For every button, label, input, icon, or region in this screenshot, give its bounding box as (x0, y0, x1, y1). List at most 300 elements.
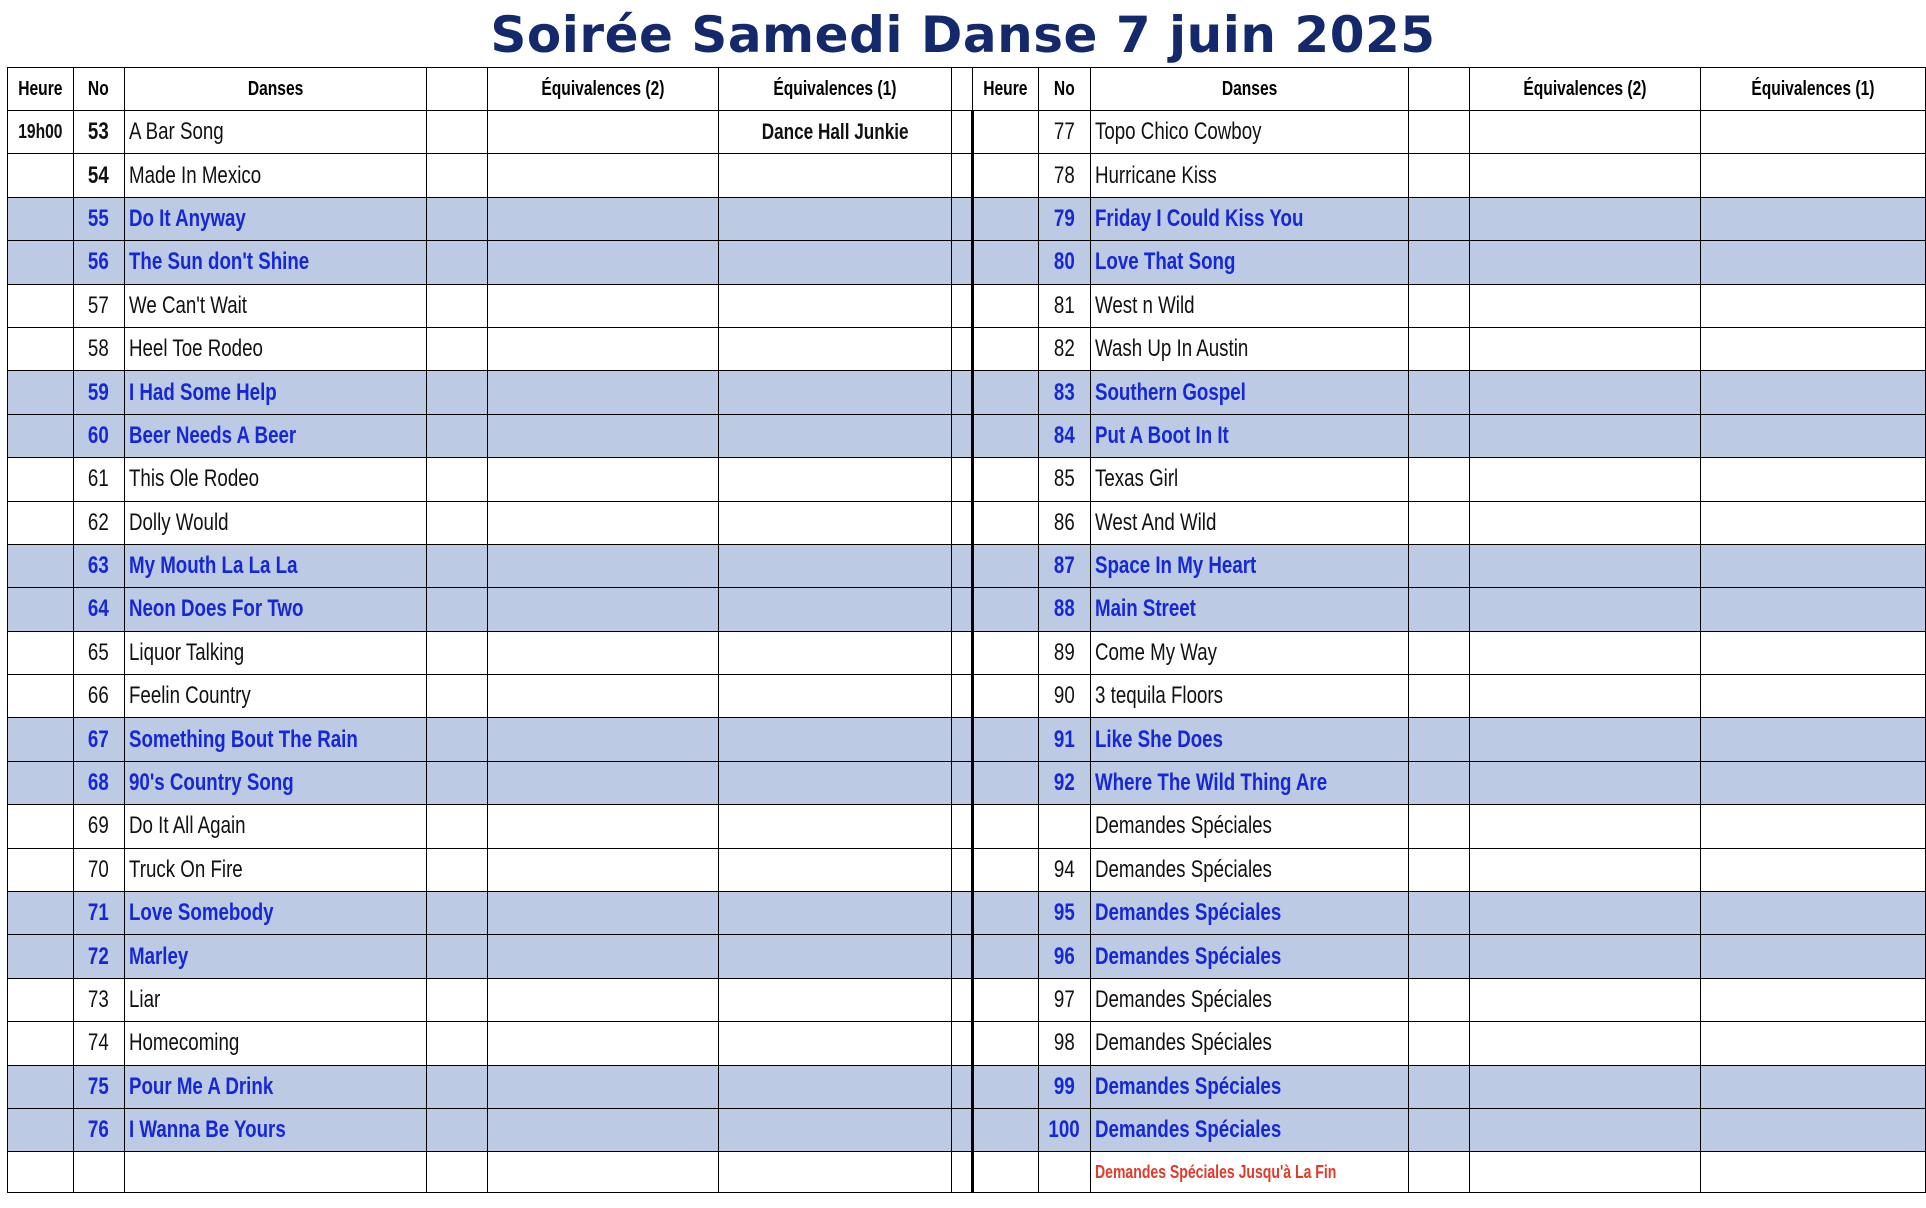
right-equiv1-cell (1700, 675, 1925, 718)
right-equiv1-cell (1700, 631, 1925, 674)
right-equiv1-cell (1700, 197, 1925, 240)
right-heure-cell (972, 805, 1038, 848)
left-number-cell-text: 61 (88, 465, 110, 493)
left-dance-cell-text: We Can't Wait (128, 291, 247, 319)
left-number-cell (73, 848, 124, 891)
right-equiv2-cell (1470, 588, 1700, 631)
right-number-cell-text: 88 (1053, 595, 1075, 623)
right-number-cell-text: 85 (1053, 465, 1075, 493)
right-equiv2-cell (1470, 718, 1700, 761)
right-equiv1-cell (1700, 458, 1925, 501)
right-blank-cell (1408, 197, 1469, 240)
empty-cell (488, 1152, 718, 1193)
right-equiv2-cell (1470, 1108, 1700, 1151)
left-equiv1-cell (718, 501, 951, 544)
left-dance-cell-text: Liquor Talking (128, 638, 244, 666)
left-equiv2-cell (488, 761, 718, 804)
left-equiv2-cell (488, 1065, 718, 1108)
heure-cell (8, 371, 74, 414)
left-equiv1-cell (718, 631, 951, 674)
left-equiv1-cell (718, 284, 951, 327)
left-dance-cell-text: I Had Some Help (128, 378, 277, 406)
right-equiv2-cell (1470, 935, 1700, 978)
left-equiv1-cell (718, 805, 951, 848)
left-number-cell-text: 64 (88, 595, 110, 623)
right-number-cell-text: 84 (1053, 421, 1075, 449)
left-blank-cell (426, 154, 487, 197)
left-dance-cell-text: A Bar Song (128, 118, 224, 146)
left-number-cell-text: 56 (88, 248, 110, 276)
left-number-cell (73, 892, 124, 935)
left-blank-cell (426, 675, 487, 718)
left-dance-cell (124, 1108, 426, 1151)
right-number-cell-text: 94 (1053, 855, 1075, 883)
left-blank-cell (426, 414, 487, 457)
heure-cell (8, 154, 74, 197)
left-number-cell (73, 371, 124, 414)
header-heure-left: Heure (8, 68, 74, 111)
left-equiv2-cell (488, 501, 718, 544)
right-dance-cell (1090, 675, 1408, 718)
left-dance-cell (124, 371, 426, 414)
right-equiv1-cell (1700, 1022, 1925, 1065)
right-equiv2-cell (1470, 458, 1700, 501)
right-number-cell-text: 80 (1053, 248, 1075, 276)
right-number-cell (1038, 327, 1090, 370)
left-dance-cell (124, 197, 426, 240)
right-heure-cell (972, 1065, 1038, 1108)
table-row (8, 588, 1926, 631)
left-dance-cell (124, 675, 426, 718)
right-equiv2-cell (1470, 805, 1700, 848)
left-dance-cell (124, 892, 426, 935)
left-number-cell-text: 55 (88, 204, 110, 232)
right-dance-cell (1090, 1022, 1408, 1065)
left-equiv1-cell (718, 241, 951, 284)
gap-cell (951, 284, 972, 327)
left-blank-cell (426, 501, 487, 544)
table-row (8, 631, 1926, 674)
right-dance-cell-text: Topo Chico Cowboy (1094, 118, 1262, 146)
left-number-cell (73, 718, 124, 761)
gap-cell (951, 1065, 972, 1108)
heure-cell (8, 978, 74, 1021)
heure-cell (8, 718, 74, 761)
right-equiv2-cell (1470, 241, 1700, 284)
right-heure-cell (972, 718, 1038, 761)
left-dance-cell (124, 414, 426, 457)
right-blank-cell (1408, 544, 1469, 587)
table-row (8, 371, 1926, 414)
right-number-cell-text: 98 (1053, 1029, 1075, 1057)
header-equiv2-left: Équivalences (2) (488, 68, 718, 111)
table-row (8, 414, 1926, 457)
left-number-cell (73, 1108, 124, 1151)
right-number-cell (1038, 371, 1090, 414)
gap-cell (951, 501, 972, 544)
special-requests-note (1090, 1152, 1408, 1193)
heure-cell (8, 1108, 74, 1151)
left-number-cell-text: 58 (88, 335, 110, 363)
left-dance-cell-text: Homecoming (128, 1029, 239, 1057)
left-blank-cell (426, 371, 487, 414)
left-dance-cell (124, 588, 426, 631)
right-heure-cell (972, 414, 1038, 457)
left-equiv1-cell (718, 458, 951, 501)
header-blank-right (1408, 68, 1469, 111)
left-blank-cell (426, 588, 487, 631)
table-row (8, 761, 1926, 804)
empty-cell (73, 1152, 124, 1193)
right-blank-cell (1408, 805, 1469, 848)
left-equiv1-cell (718, 1108, 951, 1151)
left-equiv2-cell (488, 154, 718, 197)
right-blank-cell (1408, 241, 1469, 284)
left-equiv1-cell (718, 848, 951, 891)
left-equiv2-cell (488, 1108, 718, 1151)
right-number-cell (1038, 1108, 1090, 1151)
empty-cell (124, 1152, 426, 1193)
right-heure-cell (972, 458, 1038, 501)
left-number-cell (73, 154, 124, 197)
right-blank-cell (1408, 1108, 1469, 1151)
right-equiv2-cell (1470, 327, 1700, 370)
header-no-left: No (73, 68, 124, 111)
left-dance-cell (124, 848, 426, 891)
right-equiv2-cell (1470, 501, 1700, 544)
right-blank-cell (1408, 1022, 1469, 1065)
right-dance-cell (1090, 978, 1408, 1021)
gap-cell (951, 111, 972, 154)
table-row (8, 111, 1926, 154)
right-dance-cell-text: Space In My Heart (1094, 552, 1256, 580)
left-dance-cell (124, 761, 426, 804)
right-dance-cell (1090, 544, 1408, 587)
header-blank-left (426, 68, 487, 111)
right-number-cell-text: 100 (1048, 1116, 1080, 1144)
left-blank-cell (426, 197, 487, 240)
empty-cell (972, 1152, 1038, 1193)
right-heure-cell (972, 327, 1038, 370)
right-number-cell (1038, 718, 1090, 761)
right-dance-cell (1090, 327, 1408, 370)
left-equiv1-cell (718, 111, 951, 154)
right-number-cell (1038, 414, 1090, 457)
empty-cell (8, 1152, 74, 1193)
heure-cell (8, 501, 74, 544)
heure-cell (8, 1065, 74, 1108)
right-number-cell-text: 90 (1053, 682, 1075, 710)
heure-cell (8, 935, 74, 978)
heure-cell (8, 544, 74, 587)
right-heure-cell (972, 284, 1038, 327)
right-dance-cell (1090, 761, 1408, 804)
left-dance-cell (124, 111, 426, 154)
right-dance-cell-text: Demandes Spéciales (1094, 855, 1272, 883)
right-dance-cell-text: West And Wild (1094, 508, 1216, 536)
left-equiv2-cell (488, 675, 718, 718)
right-heure-cell (972, 761, 1038, 804)
left-blank-cell (426, 848, 487, 891)
left-number-cell-text: 71 (88, 899, 110, 927)
left-equiv2-cell (488, 284, 718, 327)
right-number-cell (1038, 805, 1090, 848)
left-equiv1-cell (718, 414, 951, 457)
left-equiv1-cell (718, 327, 951, 370)
table-row (8, 978, 1926, 1021)
left-number-cell-text: 70 (88, 855, 110, 883)
left-equiv1-cell (718, 675, 951, 718)
table-row (8, 1108, 1926, 1151)
left-equiv2-cell (488, 935, 718, 978)
right-heure-cell (972, 848, 1038, 891)
right-number-cell (1038, 848, 1090, 891)
heure-cell (8, 631, 74, 674)
left-number-cell-text: 65 (88, 638, 110, 666)
left-dance-cell-text: Heel Toe Rodeo (128, 335, 263, 363)
right-number-cell-text: 97 (1053, 986, 1075, 1013)
right-dance-cell-text: Demandes Spéciales (1094, 812, 1272, 840)
table-row (8, 675, 1926, 718)
heure-cell (8, 458, 74, 501)
left-dance-cell-text: The Sun don't Shine (128, 248, 309, 276)
left-blank-cell (426, 1065, 487, 1108)
right-dance-cell-text: Demandes Spéciales (1094, 899, 1281, 927)
right-heure-cell (972, 935, 1038, 978)
empty-cell (1700, 1152, 1925, 1193)
right-number-cell (1038, 588, 1090, 631)
table-row (8, 197, 1926, 240)
right-dance-cell (1090, 501, 1408, 544)
left-blank-cell (426, 544, 487, 587)
left-equiv2-cell (488, 241, 718, 284)
gap-cell (951, 544, 972, 587)
right-equiv1-cell (1700, 1065, 1925, 1108)
header-heure-right: Heure (972, 68, 1038, 111)
left-equiv2-cell (488, 458, 718, 501)
heure-cell (8, 284, 74, 327)
left-dance-cell (124, 978, 426, 1021)
left-number-cell-text: 76 (88, 1116, 110, 1144)
right-blank-cell (1408, 1065, 1469, 1108)
left-number-cell-text: 63 (88, 552, 110, 580)
right-dance-cell (1090, 631, 1408, 674)
left-equiv1-cell (718, 761, 951, 804)
right-equiv2-cell (1470, 1022, 1700, 1065)
heure-cell (8, 414, 74, 457)
table-row (8, 848, 1926, 891)
right-heure-cell (972, 154, 1038, 197)
left-number-cell (73, 631, 124, 674)
left-number-cell (73, 111, 124, 154)
right-blank-cell (1408, 935, 1469, 978)
right-heure-cell (972, 241, 1038, 284)
right-heure-cell (972, 631, 1038, 674)
right-dance-cell-text: 3 tequila Floors (1094, 682, 1223, 710)
left-equiv2-cell (488, 805, 718, 848)
left-blank-cell (426, 241, 487, 284)
right-equiv1-cell (1700, 718, 1925, 761)
right-equiv1-cell (1700, 588, 1925, 631)
page-title: Soirée Samedi Danse 7 juin 2025 (490, 6, 1436, 64)
left-dance-cell-text: Liar (128, 986, 160, 1013)
right-heure-cell (972, 978, 1038, 1021)
right-number-cell-text: 96 (1053, 942, 1075, 970)
right-dance-cell (1090, 284, 1408, 327)
empty-cell (426, 1152, 487, 1193)
right-blank-cell (1408, 761, 1469, 804)
right-equiv1-cell (1700, 501, 1925, 544)
left-blank-cell (426, 978, 487, 1021)
gap-cell (951, 1108, 972, 1151)
right-number-cell (1038, 892, 1090, 935)
left-dance-cell-text: Something Bout The Rain (128, 725, 358, 753)
right-number-cell-text: 79 (1053, 204, 1075, 232)
heure-cell (8, 848, 74, 891)
right-dance-cell (1090, 458, 1408, 501)
left-equiv1-cell (718, 978, 951, 1021)
left-number-cell (73, 935, 124, 978)
right-number-cell (1038, 154, 1090, 197)
gap-cell (951, 718, 972, 761)
right-dance-cell (1090, 935, 1408, 978)
empty-cell (951, 1152, 972, 1193)
table-row (8, 1022, 1926, 1065)
right-equiv2-cell (1470, 371, 1700, 414)
left-equiv2-cell (488, 327, 718, 370)
left-number-cell-text: 62 (88, 508, 110, 536)
right-equiv1-cell (1700, 371, 1925, 414)
table-row (8, 544, 1926, 587)
left-number-cell (73, 197, 124, 240)
left-equiv2-cell (488, 111, 718, 154)
left-dance-cell-text: 90's Country Song (128, 769, 294, 797)
heure-cell (8, 111, 74, 154)
left-blank-cell (426, 284, 487, 327)
left-dance-cell (124, 327, 426, 370)
gap-cell (951, 761, 972, 804)
right-heure-cell (972, 1108, 1038, 1151)
right-dance-cell (1090, 588, 1408, 631)
right-dance-cell-text: Demandes Spéciales (1094, 986, 1272, 1013)
left-number-cell-text: 69 (88, 812, 110, 840)
header-gap (951, 68, 972, 111)
right-equiv1-cell (1700, 241, 1925, 284)
gap-cell (951, 371, 972, 414)
left-number-cell-text: 59 (88, 378, 110, 406)
left-dance-cell (124, 458, 426, 501)
right-equiv1-cell (1700, 327, 1925, 370)
right-dance-cell (1090, 414, 1408, 457)
right-equiv1-cell (1700, 414, 1925, 457)
right-dance-cell-text: Demandes Spéciales (1094, 942, 1281, 970)
table-row (8, 1065, 1926, 1108)
right-dance-cell-text: Wash Up In Austin (1094, 335, 1248, 363)
right-equiv2-cell (1470, 631, 1700, 674)
final-row (8, 1152, 1926, 1193)
left-number-cell-text: 67 (88, 725, 110, 753)
empty-cell (1038, 1152, 1090, 1193)
left-number-cell-text: 57 (88, 291, 110, 319)
left-blank-cell (426, 805, 487, 848)
right-dance-cell-text: Main Street (1094, 595, 1196, 623)
right-number-cell (1038, 501, 1090, 544)
left-dance-cell (124, 1022, 426, 1065)
heure-cell (8, 588, 74, 631)
special-requests-note-text: Demandes Spéciales Jusqu'à La Fin (1094, 1161, 1336, 1182)
gap-cell (951, 588, 972, 631)
right-number-cell-text: 92 (1053, 769, 1075, 797)
right-number-cell-text: 95 (1053, 899, 1075, 927)
table-row (8, 935, 1926, 978)
right-dance-cell (1090, 154, 1408, 197)
left-dance-cell (124, 1065, 426, 1108)
left-dance-cell (124, 805, 426, 848)
heure-cell (8, 241, 74, 284)
right-equiv2-cell (1470, 892, 1700, 935)
right-number-cell (1038, 978, 1090, 1021)
left-equiv2-cell (488, 718, 718, 761)
left-equiv1-cell (718, 197, 951, 240)
left-number-cell (73, 978, 124, 1021)
left-equiv1-cell (718, 154, 951, 197)
right-blank-cell (1408, 588, 1469, 631)
left-blank-cell (426, 327, 487, 370)
right-blank-cell (1408, 371, 1469, 414)
right-number-cell (1038, 458, 1090, 501)
right-equiv2-cell (1470, 154, 1700, 197)
left-equiv2-cell (488, 848, 718, 891)
left-number-cell-text: 53 (88, 118, 110, 146)
right-number-cell (1038, 1022, 1090, 1065)
left-dance-cell-text: This Ole Rodeo (128, 465, 259, 493)
gap-cell (951, 675, 972, 718)
left-dance-cell-text: Love Somebody (128, 899, 274, 927)
table-row (8, 241, 1926, 284)
left-dance-cell-text: Dolly Would (128, 508, 229, 536)
right-dance-cell-text: Friday I Could Kiss You (1094, 204, 1303, 232)
right-dance-cell-text: Hurricane Kiss (1094, 161, 1217, 189)
right-heure-cell (972, 588, 1038, 631)
gap-cell (951, 892, 972, 935)
gap-cell (951, 631, 972, 674)
right-blank-cell (1408, 458, 1469, 501)
right-dance-cell (1090, 892, 1408, 935)
right-dance-cell-text: Demandes Spéciales (1094, 1116, 1281, 1144)
right-number-cell-text: 91 (1053, 725, 1075, 753)
left-equiv2-cell (488, 892, 718, 935)
empty-cell (1470, 1152, 1700, 1193)
right-blank-cell (1408, 327, 1469, 370)
right-equiv2-cell (1470, 197, 1700, 240)
right-equiv2-cell (1470, 544, 1700, 587)
right-number-cell (1038, 935, 1090, 978)
left-dance-cell-text: Made In Mexico (128, 161, 261, 189)
header-danses-left: Danses (124, 68, 426, 111)
table-row (8, 805, 1926, 848)
heure-cell (8, 761, 74, 804)
gap-cell (951, 414, 972, 457)
left-number-cell (73, 544, 124, 587)
left-blank-cell (426, 718, 487, 761)
right-blank-cell (1408, 154, 1469, 197)
left-number-cell (73, 458, 124, 501)
left-equiv2-cell (488, 544, 718, 587)
heure-cell (8, 327, 74, 370)
left-equiv1-cell (718, 371, 951, 414)
table-row (8, 458, 1926, 501)
left-number-cell (73, 241, 124, 284)
